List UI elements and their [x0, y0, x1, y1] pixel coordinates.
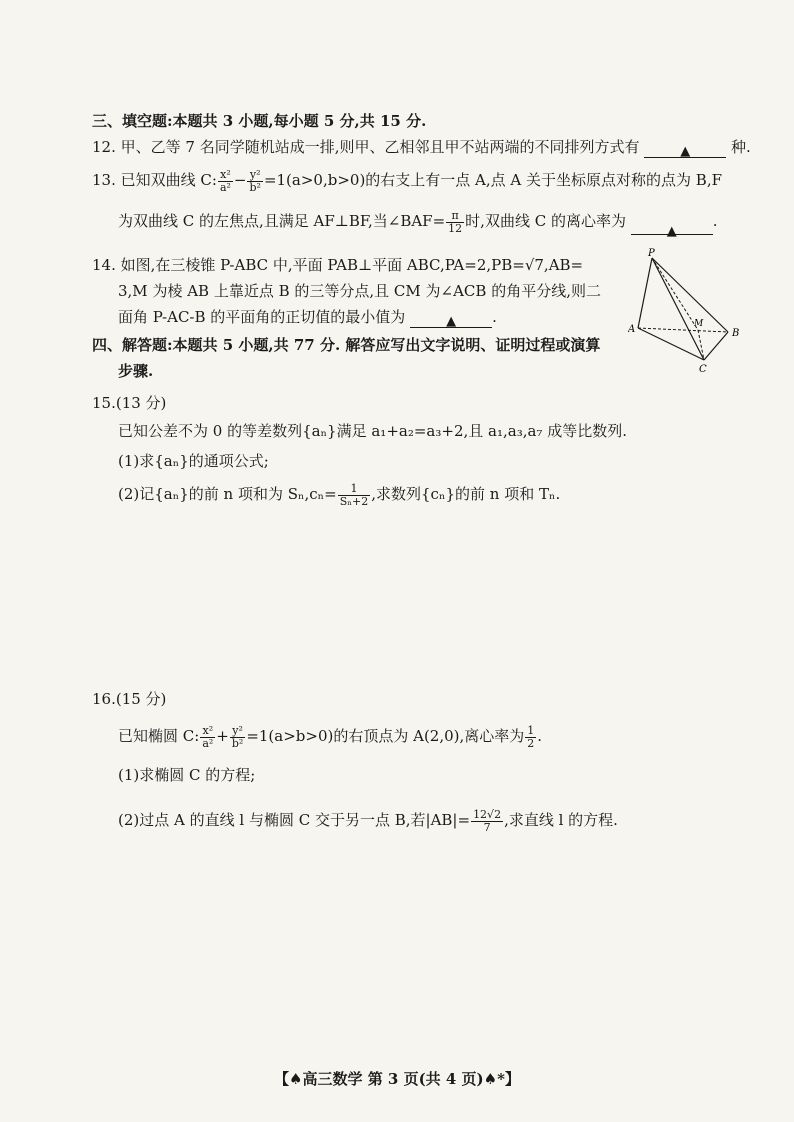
triangle-icon: ▲: [666, 224, 677, 239]
q16-stem-mid: =1(a>b>0)的右顶点为 A(2,0),离心率为: [246, 727, 525, 745]
triangle-icon: ▲: [680, 144, 691, 159]
q13-minus: −: [233, 171, 247, 189]
q13-frac-angle: $\frac{\pi}{12}$: [448, 208, 463, 235]
q15-part2-pre: (2)记{aₙ}的前 n 项和为 Sₙ,cₙ=: [118, 485, 337, 503]
q16-part2-pre: (2)过点 A 的直线 l 与椭圆 C 交于另一点 B,若|AB|=: [118, 811, 471, 829]
q16-head: 16.(15 分): [92, 690, 167, 708]
q16-frac-half: $\frac{1}{2}$: [527, 723, 535, 750]
q13-frac-y: $\frac{\text{y²}}{\text{b²}}$: [249, 167, 261, 194]
question-13-line1: [92, 166, 722, 194]
q16-part2-post: ,求直线 l 的方程.: [504, 811, 618, 829]
question-13-line2: [118, 207, 718, 239]
section3-title: 三、填空题:本题共 3 小题,每小题 5 分,共 15 分.: [92, 112, 427, 130]
label-c: C: [699, 364, 707, 375]
q12-answer-blank: [644, 139, 726, 158]
q16-frac-x: $\frac{\text{x²}}{\text{a²}}$: [202, 723, 214, 750]
q15-part2: [118, 480, 560, 508]
q16-stem: [118, 722, 542, 750]
section4-title-line2: 步骤.: [118, 362, 154, 380]
question-14-line1: 14. 如图,在三棱锥 P-ABC 中,平面 PAB⊥平面 ABC,PA=2,PB=√7,AB=: [92, 256, 584, 274]
edge-ac: [638, 328, 704, 360]
question-14-line2: 3,M 为棱 AB 上靠近点 B 的三等分点,且 CM 为∠ACB 的角平分线,则二: [118, 282, 601, 300]
q15-stem: 已知公差不为 0 的等差数列{aₙ}满足 a₁+a₂=a₃+2,且 a₁,a₃,a₇ 成等比数列.: [118, 422, 627, 440]
edge-bc: [704, 332, 728, 360]
q15-frac: $\frac{1}{\text{Sₙ+2}}$: [339, 481, 369, 508]
triangle-icon: ▲: [446, 314, 457, 329]
q13-pre: 13. 已知双曲线 C:: [92, 171, 217, 189]
segment-cm-hidden: [698, 330, 704, 360]
q14-tail: .: [492, 308, 497, 326]
tetrahedron-figure: [628, 248, 748, 378]
q15-part1: (1)求{aₙ}的通项公式;: [118, 452, 269, 470]
label-p: P: [648, 248, 655, 259]
q16-stem-pre: 已知椭圆 C:: [118, 727, 200, 745]
label-m: M: [694, 319, 704, 329]
q14-answer-blank: [410, 309, 492, 328]
edge-ab-hidden: [638, 328, 728, 332]
q15-part2-post: ,求数列{cₙ}的前 n 项和 Tₙ.: [371, 485, 561, 503]
q13-frac-x: $\frac{\text{x²}}{\text{a²}}$: [219, 167, 231, 194]
q16-plus: +: [216, 727, 229, 745]
label-a: A: [628, 324, 636, 335]
q13-tail: .: [712, 212, 718, 230]
segment-pm-hidden: [652, 258, 698, 330]
q16-frac-y: $\frac{\text{y²}}{\text{b²}}$: [231, 723, 244, 750]
q16-part1: (1)求椭圆 C 的方程;: [118, 766, 256, 784]
q13-post: =1(a>0,b>0)的右支上有一点 A,点 A 关于坐标原点对称的点为 B,F: [263, 171, 722, 189]
q13-line2-post: 时,双曲线 C 的离心率为: [465, 212, 626, 230]
q16-stem-post: .: [537, 727, 543, 745]
q16-part2: [118, 806, 618, 834]
label-b: B: [732, 328, 740, 339]
edge-pa: [638, 258, 652, 328]
page-footer: 【♠高三数学 第 3 页(共 4 页)♠*】: [274, 1070, 520, 1088]
edge-pb: [652, 258, 728, 332]
q13-answer-blank: [631, 216, 713, 239]
section4-title-line1: 四、解答题:本题共 5 小题,共 77 分. 解答应写出文字说明、证明过程或演算: [92, 336, 601, 354]
question-14-line3: [118, 306, 497, 328]
question-12: [92, 136, 751, 158]
q12-tail: 种.: [731, 138, 751, 156]
edge-pc: [652, 258, 704, 360]
q12-text: 12. 甲、乙等 7 名同学随机站成一排,则甲、乙相邻且甲不站两端的不同排列方式有: [92, 138, 640, 156]
q13-line2-pre: 为双曲线 C 的左焦点,且满足 AF⊥BF,当∠BAF=: [118, 212, 446, 230]
q14-line3-text: 面角 P-AC-B 的平面角的正切值的最小值为: [118, 308, 406, 326]
q16-frac-ab: $\frac{12√2}{7}$: [473, 807, 502, 834]
q15-head: 15.(13 分): [92, 394, 167, 412]
